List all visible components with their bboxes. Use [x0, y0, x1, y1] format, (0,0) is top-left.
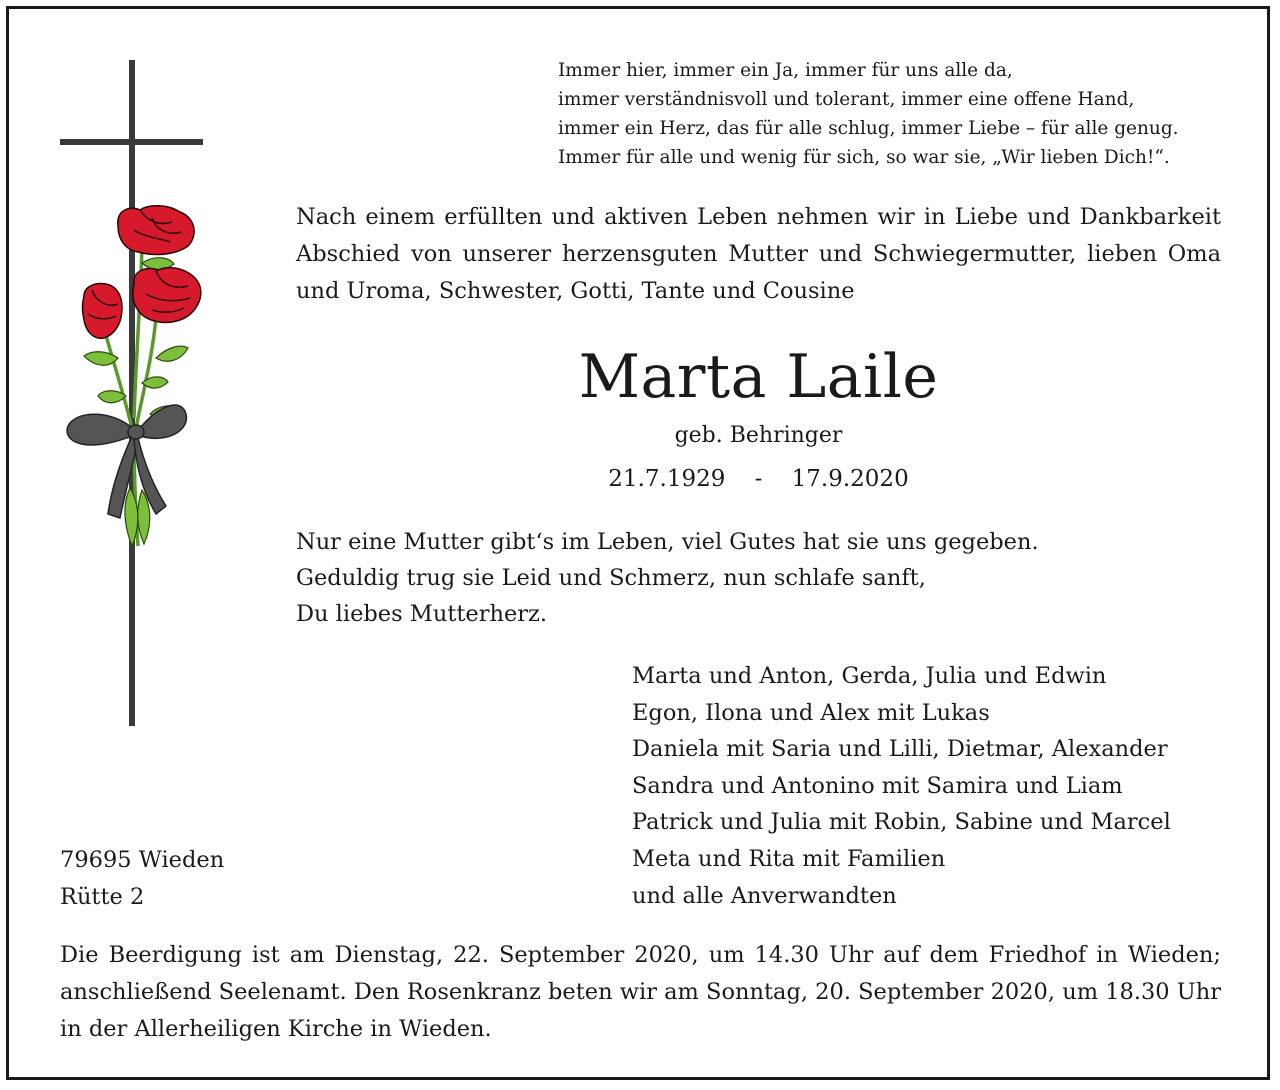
verse-line: Nur eine Mutter gibt‘s im Leben, viel Gutes hat sie uns gegeben.	[296, 529, 1039, 555]
cross-with-roses-icon	[56, 58, 208, 728]
intro-line: und Uroma, Schwester, Gotti, Tante und Cousine	[296, 278, 855, 304]
rose-middle	[133, 268, 201, 323]
mourner-line: Sandra und Antonino mit Samira und Liam	[632, 772, 1123, 799]
poem-line: immer verständnisvoll und tolerant, immer eine offene Hand,	[558, 89, 1135, 110]
funeral-line: anschließend Seelenamt. Den Rosenkranz beten wir am Sonntag, 20. September 2020, um 18.30 Uhr	[60, 979, 1221, 1005]
verse-line: Geduldig trug sie Leid und Schmerz, nun schlafe sanft,	[296, 565, 926, 591]
memorial-verse	[296, 524, 1096, 632]
address-line: Rütte 2	[60, 883, 145, 910]
mourner-line: Egon, Ilona und Alex mit Lukas	[632, 699, 990, 726]
mourner-line: Daniela mit Saria und Lilli, Dietmar, Alexander	[632, 736, 1168, 763]
mourner-line: Marta und Anton, Gerda, Julia und Edwin	[632, 663, 1107, 689]
life-dates	[296, 462, 1221, 496]
maiden-name: geb. Behringer	[674, 423, 843, 448]
birth-date: 21.7.1929	[608, 466, 726, 492]
intro-line: Abschied von unserer herzensguten Mutter und Schwiegermutter, lieben Oma	[296, 241, 1221, 267]
poem-line: Immer für alle und wenig für sich, so war sie, „Wir lieben Dich!“.	[558, 147, 1170, 168]
intro-paragraph	[296, 199, 1221, 310]
mourner-line: und alle Anverwandten	[632, 882, 897, 909]
top-poem	[558, 56, 1238, 172]
verse-line: Du liebes Mutterherz.	[296, 601, 548, 627]
address-line: 79695 Wieden	[60, 847, 225, 873]
death-date: 17.9.2020	[791, 466, 909, 492]
poem-line: immer ein Herz, das für alle schlug, immer Liebe – für alle genug.	[558, 118, 1179, 139]
deceased-name: Marta Laile	[578, 342, 939, 412]
poem-line: Immer hier, immer ein Ja, immer für uns alle da,	[558, 60, 1013, 81]
mourner-line: Patrick und Julia mit Robin, Sabine und Marcel	[632, 809, 1171, 836]
funeral-line: Die Beerdigung ist am Dienstag, 22. September 2020, um 14.30 Uhr auf dem Friedhof in Wieden;	[60, 942, 1221, 968]
funeral-notice	[60, 937, 1221, 1048]
funeral-line: in der Allerheiligen Kirche in Wieden.	[60, 1016, 492, 1042]
rose-top	[118, 206, 194, 255]
mourner-line: Meta und Rita mit Familien	[632, 845, 946, 872]
date-separator: -	[754, 466, 763, 492]
intro-line: Nach einem erfüllten und aktiven Leben nehmen wir in Liebe und Dankbarkeit	[296, 204, 1221, 230]
rose-left	[83, 284, 123, 339]
cross-horizontal-beam	[60, 139, 203, 145]
mourners-list	[632, 658, 1232, 914]
family-address	[60, 842, 360, 915]
